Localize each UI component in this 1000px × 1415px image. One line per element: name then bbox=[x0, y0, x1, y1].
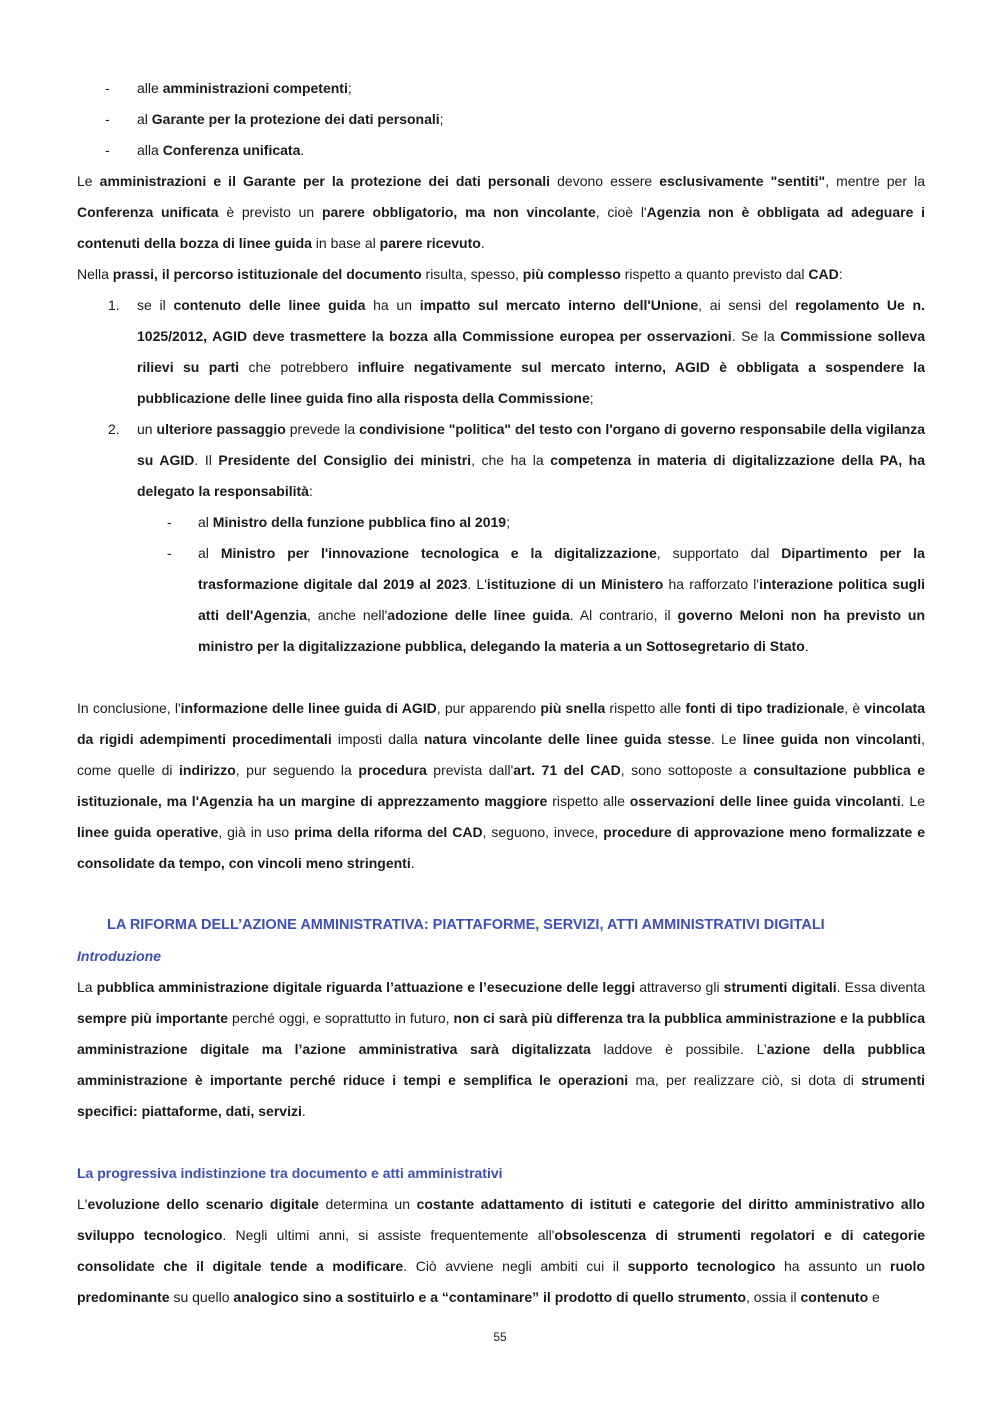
text-run: prevede la bbox=[285, 421, 360, 437]
numbered-item bbox=[77, 290, 925, 414]
number-marker: 2. bbox=[108, 421, 120, 437]
text-run: , che ha la bbox=[471, 452, 551, 468]
dash-marker: - bbox=[167, 545, 172, 561]
paragraph bbox=[77, 972, 925, 1127]
bold-text: amministrazioni e il Garante per la protezione dei dati personali bbox=[99, 173, 551, 189]
text-run: . Negli ultimi anni, si assiste frequentemente all' bbox=[222, 1227, 555, 1243]
text-run: Le bbox=[77, 173, 100, 189]
paragraph bbox=[77, 693, 925, 879]
text-run: in base al bbox=[311, 235, 380, 251]
sub-list-item-text bbox=[198, 545, 925, 654]
text-run: su quello bbox=[169, 1289, 234, 1305]
bold-text: linee guida operative bbox=[77, 824, 219, 840]
bold-text: prassi, il percorso istituzionale del documento bbox=[112, 266, 422, 282]
text-run: . L' bbox=[467, 576, 487, 592]
bold-text: regolamento Ue n. 1025/2012, AGID deve trasmettere la bozza alla Commissione europea per osservazioni bbox=[137, 297, 925, 344]
bold-text: procedure di approvazione meno formalizzate e consolidate da tempo, con vincoli meno stringenti bbox=[77, 824, 925, 871]
text-run: : bbox=[308, 483, 313, 499]
bold-text: indirizzo bbox=[179, 762, 236, 778]
text-run: , sono sottoposte a bbox=[620, 762, 754, 778]
text-run: In conclusione, l' bbox=[77, 700, 181, 716]
text-run: . Il bbox=[194, 452, 219, 468]
bold-text: Conferenza unificata bbox=[162, 142, 301, 158]
bold-text: evoluzione dello scenario digitale bbox=[87, 1196, 319, 1212]
bold-text: CAD bbox=[808, 266, 839, 282]
bold-text: parere ricevuto bbox=[379, 235, 481, 251]
bold-text: analogico sino a sostituirlo e a “contaminare” il prodotto di quello strumento bbox=[233, 1289, 747, 1305]
bold-text: prima della riforma del CAD bbox=[294, 824, 483, 840]
text-run: laddove è possibile. L’ bbox=[590, 1041, 767, 1057]
text-run: rispetto alle bbox=[605, 700, 686, 716]
spacer bbox=[77, 1127, 925, 1158]
bold-text: pubblica amministrazione digitale riguarda l’attuazione e l’esecuzione delle leggi bbox=[96, 979, 636, 995]
sub-list bbox=[77, 507, 925, 662]
text-run: rispetto a quanto previsto dal bbox=[620, 266, 809, 282]
text-run: . Le bbox=[711, 731, 743, 747]
text-run: ; bbox=[506, 514, 510, 530]
text-run: . bbox=[410, 855, 415, 871]
dash-marker: - bbox=[105, 80, 110, 96]
text-run: alle bbox=[137, 80, 163, 96]
text-run: , già in uso bbox=[218, 824, 295, 840]
text-run: , mentre per la bbox=[825, 173, 925, 189]
text-run: . bbox=[301, 1103, 306, 1119]
bold-text: art. 71 del CAD bbox=[513, 762, 621, 778]
bold-text: influire negativamente sul mercato interno, AGID è obbligata a sospendere la pubblicazione delle linee guida fino alla risposta della Commissione bbox=[137, 359, 925, 406]
bold-text: obsolescenza di strumenti regolatori e di categorie consolidate che il digitale tende a modificare bbox=[77, 1227, 926, 1274]
text-run: La bbox=[77, 979, 97, 995]
bold-text: procedura bbox=[358, 762, 427, 778]
text-run: determina un bbox=[318, 1196, 417, 1212]
text-run: al bbox=[198, 514, 213, 530]
list-item bbox=[77, 135, 925, 166]
bold-text: azione della pubblica amministrazione è importante perché riduce i tempi e semplifica le operazioni bbox=[77, 1041, 925, 1088]
bold-text: contenuto bbox=[800, 1289, 869, 1305]
bold-text: strumenti specifici: piattaforme, dati, servizi bbox=[77, 1072, 925, 1119]
text-run: . Se la bbox=[731, 328, 781, 344]
bold-text: vincolata da rigidi adempimenti procedimentali bbox=[77, 700, 925, 747]
paragraph bbox=[77, 1189, 925, 1313]
text-run: prevista dall' bbox=[426, 762, 514, 778]
spacer bbox=[77, 662, 925, 693]
list-item bbox=[77, 104, 925, 135]
text-run: ; bbox=[347, 80, 352, 96]
text-run: Nella bbox=[77, 266, 113, 282]
bold-text: fonti di tipo tradizionale bbox=[685, 700, 845, 716]
text-run: ha un bbox=[365, 297, 420, 313]
numbered-item-text bbox=[137, 297, 925, 406]
text-run: : bbox=[838, 266, 843, 282]
text-run: alla bbox=[137, 142, 163, 158]
text-run: al bbox=[198, 545, 221, 561]
bold-text: Dipartimento per la trasformazione digitale dal 2019 al 2023 bbox=[198, 545, 925, 592]
paragraph bbox=[77, 166, 925, 259]
bold-text: condivisione "politica" del testo con l'organo di governo responsabile della vigilanza su AGID bbox=[137, 421, 925, 468]
bold-text: natura vincolante delle linee guida stesse bbox=[423, 731, 712, 747]
section-subheading: Introduzione bbox=[77, 948, 161, 964]
bold-text: amministrazioni competenti bbox=[162, 80, 348, 96]
bold-text: ruolo predominante bbox=[77, 1258, 925, 1305]
bold-text: esclusivamente "sentiti" bbox=[659, 173, 826, 189]
numbered-list bbox=[77, 290, 925, 507]
text-run: un bbox=[137, 421, 157, 437]
bold-text: contenuto delle linee guida bbox=[173, 297, 366, 313]
bold-text: parere obbligatorio, ma non vincolante bbox=[321, 204, 596, 220]
text-run: . bbox=[804, 638, 809, 654]
bold-text: osservazioni delle linee guida vincolanti bbox=[629, 793, 901, 809]
bold-text: istituzione di un Ministero bbox=[486, 576, 664, 592]
list-item-text bbox=[137, 111, 444, 127]
bold-text: competenza in materia di digitalizzazione della PA, ha delegato la responsabilità bbox=[137, 452, 926, 499]
text-run: , cioè l' bbox=[595, 204, 647, 220]
bold-text: Commissione solleva rilievi su parti bbox=[137, 328, 925, 375]
text-run: imposti dalla bbox=[331, 731, 424, 747]
text-run: , è bbox=[844, 700, 865, 716]
text-run: . bbox=[300, 142, 305, 158]
text-run: . bbox=[480, 235, 485, 251]
text-run: ma, per realizzare ciò, si dota di bbox=[628, 1072, 862, 1088]
text-run: al bbox=[137, 111, 152, 127]
document-page bbox=[77, 73, 925, 1313]
text-run: . Ciò avviene negli ambiti cui il bbox=[403, 1258, 628, 1274]
text-run: , seguono, invece, bbox=[482, 824, 604, 840]
bold-text: adozione delle linee guida bbox=[387, 607, 570, 623]
sub-list-item-text bbox=[198, 514, 510, 530]
text-run: , supportato dal bbox=[656, 545, 782, 561]
text-run: . Le bbox=[900, 793, 925, 809]
list-item-text bbox=[137, 142, 304, 158]
bold-text: impatto sul mercato interno dell'Unione bbox=[419, 297, 699, 313]
bold-text: Garante per la protezione dei dati personali bbox=[151, 111, 440, 127]
bold-text: più complesso bbox=[522, 266, 621, 282]
bold-text: ulteriore passaggio bbox=[156, 421, 286, 437]
text-run: è previsto un bbox=[218, 204, 322, 220]
text-run: . Al contrario, il bbox=[569, 607, 678, 623]
sub-list-item bbox=[77, 507, 925, 538]
bold-text: non ci sarà più differenza tra la pubblica amministrazione e la pubblica amministrazione digitale ma l’azione amministrativa sarà digitalizzata bbox=[77, 1010, 925, 1057]
list-item-text bbox=[137, 80, 352, 96]
text-run: , come quelle di bbox=[77, 731, 925, 778]
text-run: che potrebbero bbox=[239, 359, 358, 375]
text-run: e bbox=[868, 1289, 880, 1305]
bold-text: Presidente del Consiglio dei ministri bbox=[218, 452, 472, 468]
bold-text: Agenzia non è obbligata ad adeguare i contenuti della bozza di linee guida bbox=[77, 204, 925, 251]
list-item bbox=[77, 73, 925, 104]
section-subheading: La progressiva indistinzione tra documento e atti amministrativi bbox=[77, 1165, 503, 1181]
text-run: devono essere bbox=[550, 173, 660, 189]
text-run: perché oggi, e soprattutto in futuro, bbox=[228, 1010, 454, 1026]
dash-marker: - bbox=[105, 111, 110, 127]
text-run: ha rafforzato l' bbox=[663, 576, 760, 592]
numbered-item-text bbox=[137, 421, 925, 499]
bold-text: supporto tecnologico bbox=[627, 1258, 776, 1274]
paragraph bbox=[77, 259, 925, 290]
text-run: , pur apparendo bbox=[436, 700, 541, 716]
numbered-item bbox=[77, 414, 925, 507]
sub-list-item bbox=[77, 538, 925, 662]
bold-text: interazione politica sugli atti dell'Agenzia bbox=[198, 576, 925, 623]
text-run: , ossia il bbox=[746, 1289, 801, 1305]
text-run: , pur seguendo la bbox=[235, 762, 359, 778]
text-run: attraverso gli bbox=[635, 979, 724, 995]
dash-marker: - bbox=[167, 514, 172, 530]
bold-text: Conferenza unificata bbox=[77, 204, 219, 220]
section-heading: LA RIFORMA DELL’AZIONE AMMINISTRATIVA: PIATTAFORME, SERVIZI, ATTI AMMINISTRATIVI DIGITALI bbox=[107, 917, 825, 933]
text-run: se il bbox=[137, 297, 174, 313]
bold-text: Ministro della funzione pubblica fino al 2019 bbox=[212, 514, 507, 530]
text-run: L' bbox=[77, 1196, 88, 1212]
spacer bbox=[77, 879, 925, 910]
bold-text: Ministro per l'innovazione tecnologica e la digitalizzazione bbox=[220, 545, 657, 561]
bold-text: consultazione pubblica e istituzionale, ma l'Agenzia ha un margine di apprezzamento maggiore bbox=[77, 762, 926, 809]
bold-text: più snella bbox=[540, 700, 606, 716]
text-run: ; bbox=[589, 390, 594, 406]
dash-marker: - bbox=[105, 142, 110, 158]
text-run: rispetto alle bbox=[547, 793, 630, 809]
text-run: risulta, spesso, bbox=[421, 266, 523, 282]
bold-text: costante adattamento di istituti e categorie del diritto amministrativo allo sviluppo tecnologico bbox=[77, 1196, 925, 1243]
list-recipients bbox=[77, 73, 925, 166]
bold-text: informazione delle linee guida di AGID bbox=[180, 700, 437, 716]
page-number: 55 bbox=[493, 1330, 507, 1344]
text-run: . Essa diventa bbox=[836, 979, 926, 995]
text-run: , ai sensi del bbox=[698, 297, 796, 313]
bold-text: linee guida non vincolanti bbox=[742, 731, 922, 747]
number-marker: 1. bbox=[108, 297, 120, 313]
bold-text: sempre più importante bbox=[77, 1010, 229, 1026]
text-run: ; bbox=[439, 111, 444, 127]
text-run: ha assunto un bbox=[775, 1258, 890, 1274]
text-run: , anche nell' bbox=[307, 607, 388, 623]
bold-text: strumenti digitali bbox=[723, 979, 837, 995]
bold-text: governo Meloni non ha previsto un ministro per la digitalizzazione pubblica, delegando la materia a un Sottosegretario di Stato bbox=[198, 607, 925, 654]
